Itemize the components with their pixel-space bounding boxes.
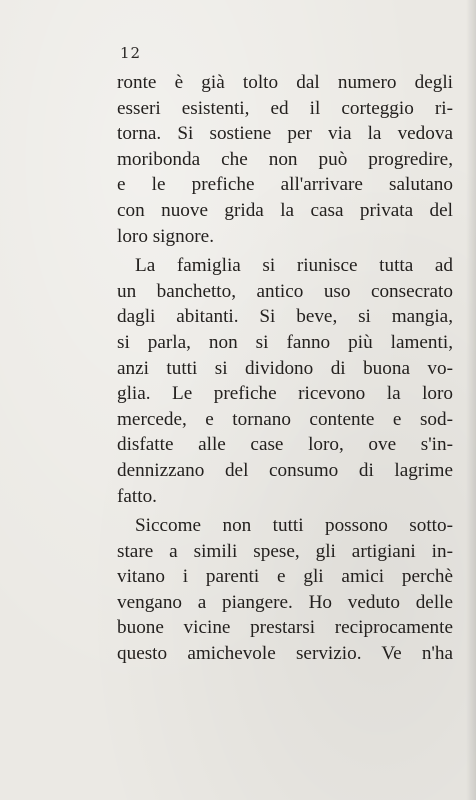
text-line: dennizzano del consumo di lagrime [117, 459, 453, 481]
text-line: torna. Si sostiene per via la vedova [117, 123, 453, 145]
text-line: ronte è già tolto dal numero degli [117, 72, 453, 93]
text-line: un banchetto, antico uso consecrato [117, 280, 453, 302]
page-number: 12 [120, 44, 142, 62]
text-line: disfatte alle case loro, ove s'in- [117, 434, 453, 456]
text-line: moribonda che non può progredire, [117, 148, 453, 170]
text-line: Siccome non tutti possono sotto- [135, 515, 453, 537]
text-line: fatto. [117, 485, 157, 507]
body-text [117, 70, 453, 671]
text-line: con nuove grida la casa privata del [117, 199, 453, 221]
text-line: stare a simili spese, gli artigiani in- [117, 540, 453, 562]
text-line: anzi tutti si dividono di buona vo- [117, 357, 453, 379]
page-edge-shadow [466, 0, 476, 800]
text-line: buone vicine prestarsi reciprocamente [117, 617, 453, 639]
text-line: e le prefiche all'arrivare salutano [117, 174, 453, 196]
paragraph-3 [117, 513, 453, 667]
paragraph-2 [117, 253, 453, 509]
text-line: dagli abitanti. Si beve, si mangia, [117, 306, 453, 328]
text-line: mercede, e tornano contente e sod- [117, 408, 453, 430]
text-line: si parla, non si fanno più lamenti, [117, 331, 453, 353]
text-line: loro signore. [117, 225, 214, 247]
text-line: vengano a piangere. Ho veduto delle [117, 591, 453, 613]
text-line: glia. Le prefiche ricevono la loro [117, 383, 453, 405]
paragraph-1 [117, 70, 453, 249]
text-line: La famiglia si riunisce tutta ad [135, 255, 453, 277]
text-line: esseri esistenti, ed il corteggio ri- [117, 97, 453, 119]
text-line: vitano i parenti e gli amici perchè [117, 566, 453, 588]
text-line: questo amichevole servizio. Ve n'ha [117, 643, 453, 665]
